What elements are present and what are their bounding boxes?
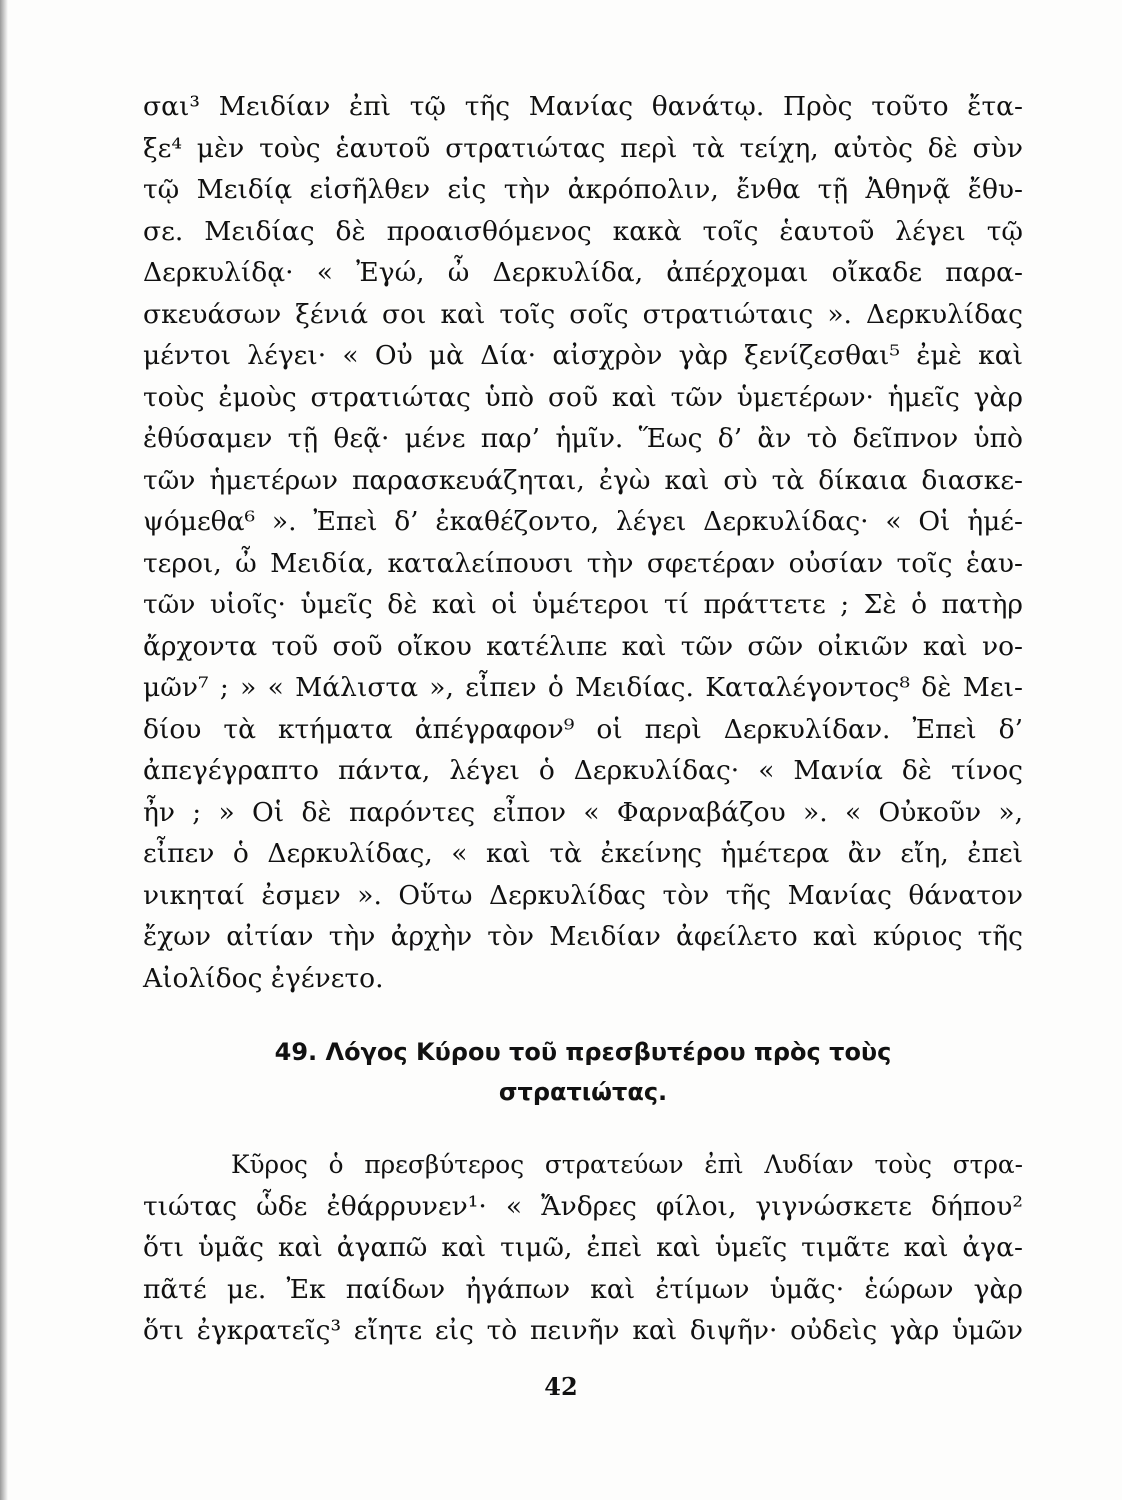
section-heading xyxy=(143,1032,1023,1112)
text-line: τῶν ἡμετέρων παρασκευάζηται, ἐγὼ καὶ σὺ τὰ δίκαια διασκε- xyxy=(143,464,1023,496)
text-line: ξε⁴ μὲν τοὺς ἑαυτοῦ στρατιώτας περὶ τὰ τείχη, αὐτὸς δὲ σὺν xyxy=(143,132,1023,164)
text-line: δίου τὰ κτήματα ἀπέγραφον⁹ οἱ περὶ Δερκυλίδαν. Ἐπεὶ δ’ xyxy=(143,713,1023,745)
text-line: σε. Μειδίας δὲ προαισθόμενος κακὰ τοῖς ἑαυτοῦ λέγει τῷ xyxy=(143,215,1023,247)
text-line: ἔχων αἰτίαν τὴν ἀρχὴν τὸν Μειδίαν ἀφείλετο καὶ κύριος τῆς xyxy=(143,921,1023,952)
text-line: ἄρχοντα τοῦ σοῦ οἴκου κατέλιπε καὶ τῶν σῶν οἰκιῶν καὶ νο- xyxy=(143,630,1023,662)
passage-1 xyxy=(143,86,1023,999)
text-line: μῶν⁷ ; » « Μάλιστα », εἶπεν ὁ Μειδίας. Καταλέγοντος⁸ δὲ Μει- xyxy=(143,672,1023,703)
text-line: ὅτι ἐγκρατεῖς³ εἴητε εἰς τὸ πεινῆν καὶ διψῆν· οὐδεὶς γὰρ ὑμῶν xyxy=(143,1315,1023,1346)
passage-2 xyxy=(143,1144,1023,1352)
text-line: τεροι, ὦ Μειδία, καταλείπουσι τὴν σφετέραν οὐσίαν τοῖς ἑαυ- xyxy=(143,547,1023,579)
text-line: σαι³ Μειδίαν ἐπὶ τῷ τῆς Μανίας θανάτῳ. Πρὸς τοῦτο ἔτα- xyxy=(143,91,1023,122)
text-line: πᾶτέ με. Ἐκ παίδων ἠγάπων καὶ ἐτίμων ὑμᾶς· ἑώρων γὰρ xyxy=(143,1273,1023,1305)
text-line: Δερκυλίδᾳ· « Ἐγώ, ὦ Δερκυλίδα, ἀπέρχομαι οἴκαδε παρα- xyxy=(143,257,1023,288)
text-line: νικηταί ἐσμεν ». Οὕτω Δερκυλίδας τὸν τῆς Μανίας θάνατον xyxy=(143,879,1023,911)
text-line: Αἰολίδος ἐγένετο. xyxy=(143,962,384,994)
text-line: τῶν υἱοῖς· ὑμεῖς δὲ καὶ οἱ ὑμέτεροι τί πράττετε ; Σὲ ὁ πατὴρ xyxy=(143,589,1023,620)
text-line: σκευάσων ξένιά σοι καὶ τοῖς σοῖς στρατιώταις ». Δερκυλίδας xyxy=(143,298,1023,330)
text-line: ἦν ; » Οἱ δὲ παρόντες εἶπον « Φαρναβάζου ». « Οὐκοῦν », xyxy=(143,796,1023,828)
heading-line: 49. Λόγος Κύρου τοῦ πρεσβυτέρου πρὸς τοὺς xyxy=(274,1038,892,1066)
text-line: ὅτι ὑμᾶς καὶ ἀγαπῶ καὶ τιμῶ, ἐπεὶ καὶ ὑμεῖς τιμᾶτε καὶ ἀγα- xyxy=(143,1232,1023,1263)
text-line: τῷ Μειδίᾳ εἰσῆλθεν εἰς τὴν ἀκρόπολιν, ἔνθα τῇ Ἀθηνᾷ ἔθυ- xyxy=(143,174,1023,205)
heading-line: στρατιώτας. xyxy=(498,1078,668,1106)
text-line: ψόμεθα⁶ ». Ἐπεὶ δ’ ἐκαθέζοντο, λέγει Δερκυλίδας· « Οἱ ἡμέ- xyxy=(143,506,1023,537)
text-line: μέντοι λέγει· « Οὐ μὰ Δία· αἰσχρὸν γὰρ ξενίζεσθαι⁵ ἐμὲ καὶ xyxy=(143,340,1023,371)
text-line: ἐθύσαμεν τῇ θεᾷ· μένε παρ’ ἡμῖν. Ἕως δ’ ἂν τὸ δεῖπνον ὑπὸ xyxy=(143,423,1023,454)
page-number: 42 xyxy=(544,1372,578,1401)
text-line: Κῦρος ὁ πρεσβύτερος στρατεύων ἐπὶ Λυδίαν τοὺς στρα- xyxy=(231,1150,1023,1179)
text-line: ἀπεγέγραπτο πάντα, λέγει ὁ Δερκυλίδας· « Μανία δὲ τίνος xyxy=(143,755,1023,786)
text-line: τιώτας ὧδε ἐθάρρυνεν¹· « Ἄνδρες φίλοι, γιγνώσκετε δήπου² xyxy=(143,1190,1023,1222)
text-line: τοὺς ἐμοὺς στρατιώτας ὑπὸ σοῦ καὶ τῶν ὑμετέρων· ἡμεῖς γὰρ xyxy=(143,381,1023,413)
binding-shadow xyxy=(0,0,8,1500)
text-line: εἶπεν ὁ Δερκυλίδας, « καὶ τὰ ἐκείνης ἡμέτερα ἂν εἴη, ἐπεὶ xyxy=(143,838,1023,869)
